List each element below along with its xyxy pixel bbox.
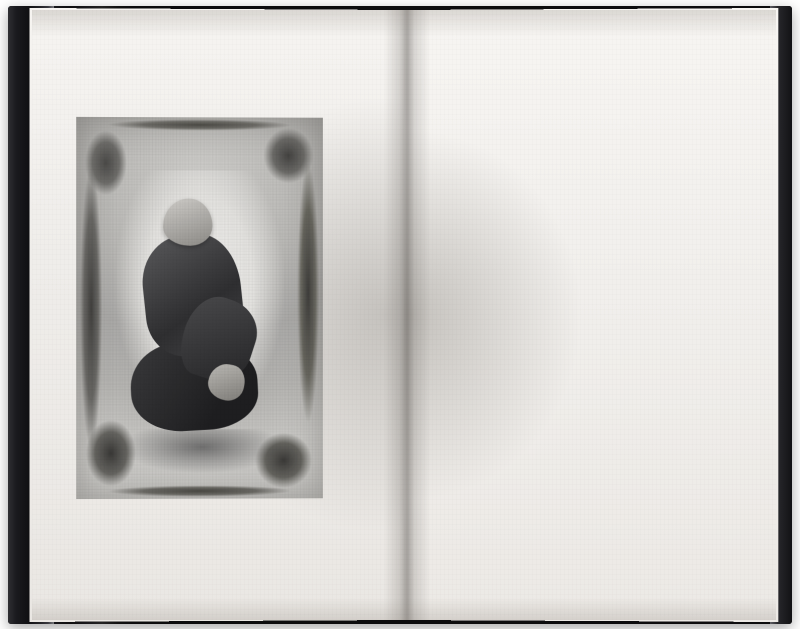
- illustration-image: [76, 117, 323, 499]
- page-left: [30, 8, 404, 622]
- book-pages: [32, 10, 776, 620]
- illustration-frame: [76, 117, 323, 499]
- open-book: [8, 6, 792, 624]
- illustration-vignette: [76, 117, 323, 499]
- page-right: [404, 8, 778, 622]
